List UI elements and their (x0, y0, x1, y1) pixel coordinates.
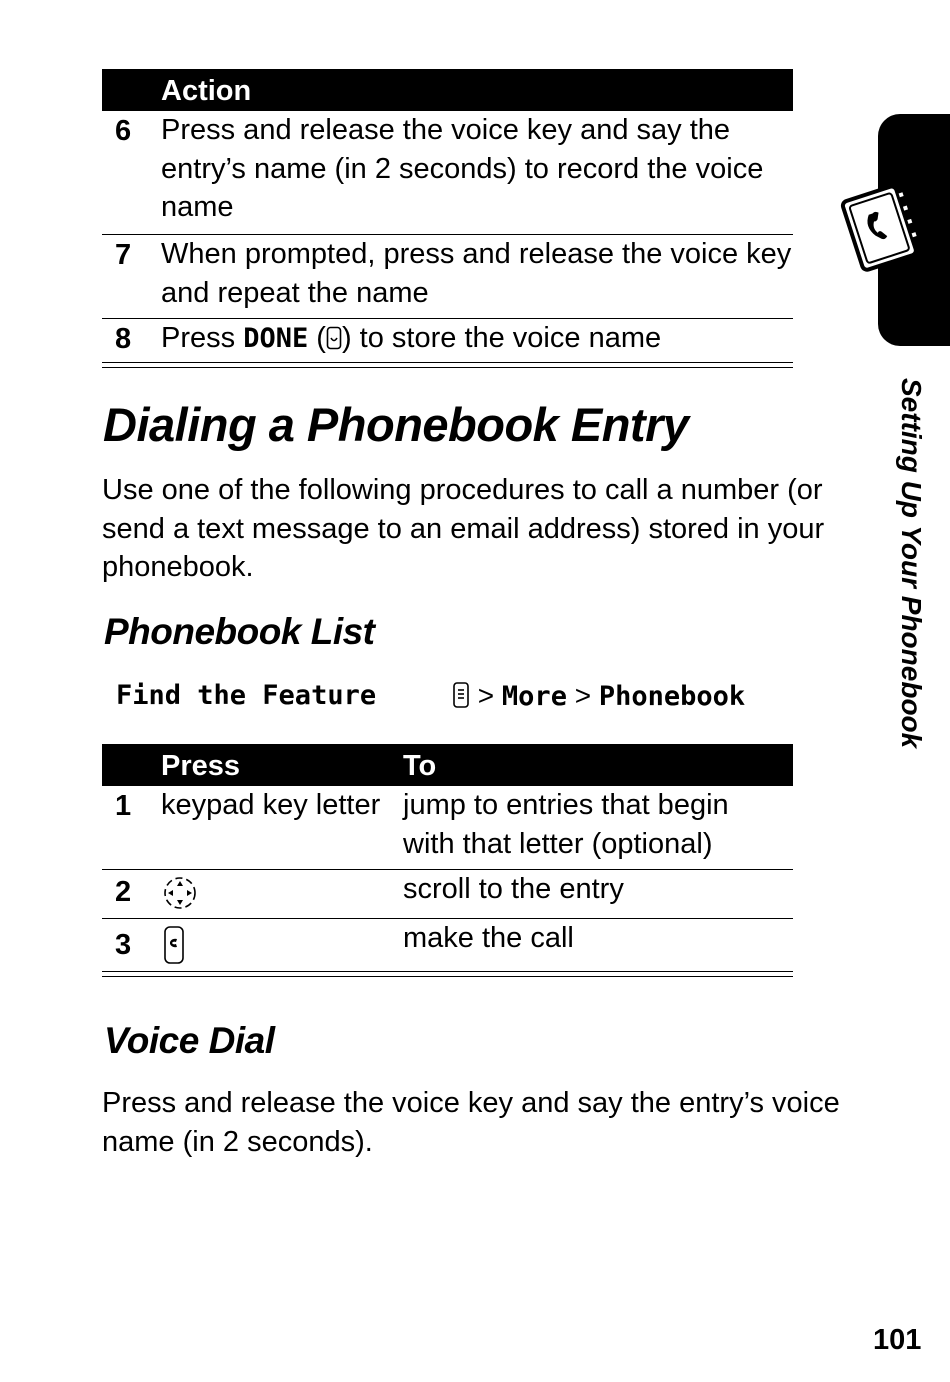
table-row (102, 919, 793, 970)
phonebook-list-heading: Phonebook List (104, 611, 375, 652)
step-text (161, 319, 661, 359)
feature-path (452, 680, 745, 712)
nav-key-icon (160, 875, 200, 911)
step-text (161, 235, 791, 312)
right-soft-key-icon (326, 326, 342, 350)
step-line: name (161, 191, 234, 223)
step-line: and repeat the name (161, 276, 429, 309)
send-key-icon (163, 925, 185, 965)
path-separator: > (566, 680, 599, 711)
step-number: 1 (115, 790, 132, 822)
voice-dial-heading: Voice Dial (104, 1020, 275, 1061)
action-table-header (102, 69, 793, 111)
step-number: 7 (115, 239, 132, 271)
done-key-label: DONE (243, 323, 309, 354)
action-header-label: Action (161, 75, 252, 107)
intro-line: Use one of the following procedures to call a number (or (102, 474, 823, 506)
press-cell: keypad key letter (161, 789, 381, 821)
press-table-header (102, 744, 793, 786)
to-line: make the call (403, 922, 574, 954)
path-phonebook: Phonebook (598, 681, 746, 712)
path-separator: > (470, 680, 502, 711)
table-row (102, 235, 793, 319)
press-table (102, 744, 793, 970)
step-line: entry’s name (in 2 seconds) to record the voice (161, 152, 764, 185)
table-end-rule (102, 971, 793, 977)
table-row (102, 786, 793, 870)
table-row (102, 111, 793, 235)
table-row (102, 870, 793, 919)
to-cell (403, 870, 624, 909)
step-text-suffix: to store the voice name (351, 322, 662, 354)
step-text (161, 111, 763, 227)
to-line: scroll to the entry (403, 873, 624, 905)
voice-dial-line: Press and release the voice key and say the entry’s voice (102, 1087, 840, 1119)
step-number: 2 (115, 876, 132, 908)
intro-line: send a text message to an email address) stored in your (102, 512, 825, 545)
action-table (102, 69, 793, 362)
menu-key-icon (452, 681, 470, 709)
to-line: with that letter (optional) (403, 827, 713, 860)
step-number: 8 (115, 323, 132, 355)
find-feature-label: Find the Feature (116, 680, 377, 711)
to-cell (403, 786, 729, 863)
step-line: Press and release the voice key and say the (161, 114, 731, 146)
intro-paragraph (102, 471, 824, 587)
paren-close: ) (341, 322, 352, 354)
voice-dial-line: name (in 2 seconds). (102, 1125, 373, 1158)
step-text-prefix: Press (161, 322, 244, 354)
header-to: To (403, 750, 437, 782)
to-cell (403, 919, 574, 958)
page-number: 101 (873, 1324, 922, 1356)
phonebook-icon (834, 180, 926, 280)
step-number: 6 (115, 115, 132, 147)
table-end-rule (102, 362, 793, 368)
path-more: More (501, 681, 567, 712)
intro-line: phonebook. (102, 551, 254, 583)
section-title: Dialing a Phonebook Entry (103, 398, 689, 451)
paren-open: ( (308, 322, 326, 354)
header-press: Press (161, 750, 241, 782)
chapter-label: Setting Up Your Phonebook (896, 378, 927, 749)
step-number: 3 (115, 929, 132, 961)
table-row (102, 319, 793, 362)
to-line: jump to entries that begin (403, 789, 729, 821)
voice-dial-paragraph (102, 1084, 840, 1161)
step-line: When prompted, press and release the voice key (161, 238, 792, 270)
